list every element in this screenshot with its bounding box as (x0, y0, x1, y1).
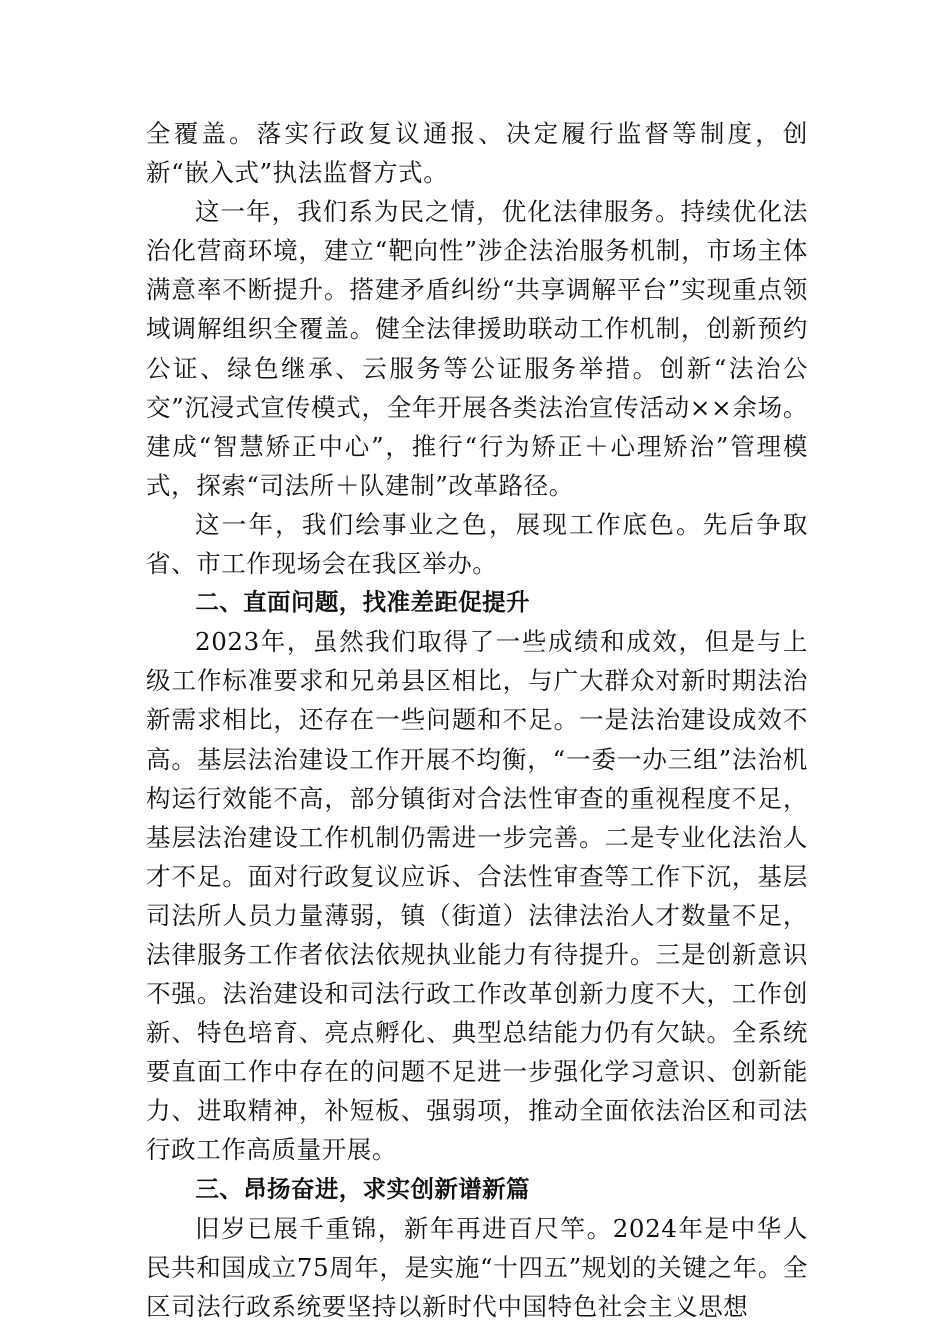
paragraph-problems: 2023年，虽然我们取得了一些成绩和成效，但是与上级工作标准要求和兄弟县区相比，与广大群众对新时期法治新需求相比，还存在一些问题和不足。一是法治建设成效不高。基层法治建设工作开展不均衡，“一委一办三组”法治机构运行效能不高，部分镇街对合法性审查的重视程度不足，基层法治建设工作机制仍需进一步完善。二是专业化法治人才不足。面对行政复议应诉、合法性审查等工作下沉，基层司法所人员力量薄弱，镇（街道）法律法治人才数量不足，法律服务工作者依法依规执业能力有待提升。三是创新意识不强。法治建设和司法行政工作改革创新力度不大，工作创新、特色培育、亮点孵化、典型总结能力仍有欠缺。全系统要直面工作中存在的问题不足进一步强化学习意识、创新能力、进取精神，补短板、强弱项，推动全面依法治区和司法行政工作高质量开展。 (146, 627, 808, 1165)
document-body (146, 114, 808, 1326)
paragraph-legal-services: 这一年，我们系为民之情，优化法律服务。持续优化法治化营商环境，建立“靶向性”涉企法治服务机制，市场主体满意率不断提升。搭建矛盾纠纷“共享调解平台”实现重点领域调解组织全覆盖。健全法律援助联动工作机制，创新预约公证、绿色继承、云服务等公证服务举措。创新“法治公交”沉浸式宣传模式，全年开展各类法治宣传活动××余场。建成“智慧矫正中心”，推行“行为矫正＋心理矫治”管理模式，探索“司法所＋队建制”改革路径。 (146, 197, 808, 500)
paragraph-new-year: 旧岁已展千重锦，新年再进百尺竿。2024年是中华人民共和国成立75周年，是实施“十四五”规划的关键之年。全区司法行政系统要坚持以新时代中国特色社会主义思想 (146, 1213, 808, 1321)
section-heading-innovation: 三、昂扬奋进，求实创新谱新篇 (195, 1174, 530, 1203)
section-heading-problems: 二、直面问题，找准差距促提升 (195, 588, 530, 617)
paragraph-career-achievements: 这一年，我们绘事业之色，展现工作底色。先后争取省、市工作现场会在我区举办。 (146, 509, 808, 579)
paragraph-continuation: 全覆盖。落实行政复议通报、决定履行监督等制度，创新“嵌入式”执法监督方式。 (146, 119, 808, 188)
